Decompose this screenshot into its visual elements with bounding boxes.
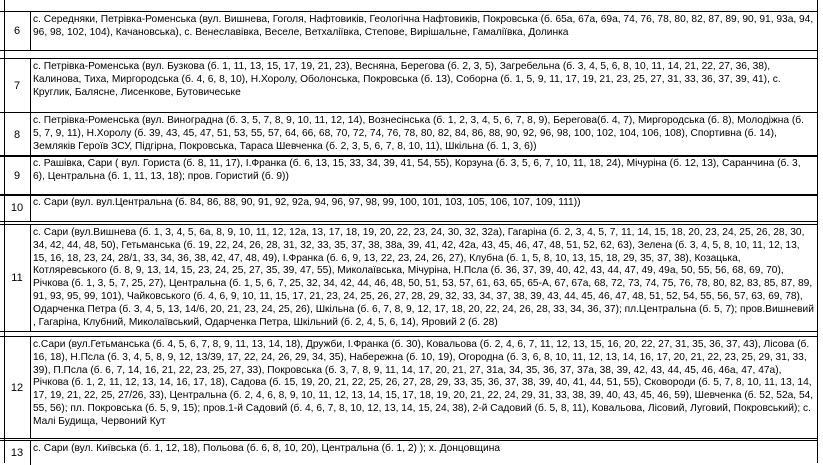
table-row <box>0 112 818 157</box>
row-number: 10 <box>4 195 31 221</box>
row-addresses: с. Рашівка, Сари ( вул. Гориста (б. 8, 11, 17), І.Франка (б. 6, 13, 15, 33, 34, 39, 41, 54, 55), Корзуна (б. 3, 5, 6, 7, 10, 11, 18, 24), Мічуріна (б. 12, 13), Саранчина (б. 3, 6), Центральна (б. 1, 11, 13, 18); пров. Гористий (б. 9)) <box>33 158 801 182</box>
row-number: 11 <box>4 225 31 331</box>
table-row <box>0 440 818 465</box>
row-addresses: с. Сари (вул. Київська (б. 1, 12, 18), Польова (б. 6, 8, 10, 20), Центральна (б. 1, 2) ); х. Донцовщина <box>33 443 501 454</box>
row-addresses: с. Петрівка-Роменська (вул. Бузкова (б. 1, 11, 13, 15, 17, 19, 21, 23), Весняна, Берегова (б. 2, 3, 5), Загребельна (б. 3, 4, 5, 6, 8, 10, 11, 14, 21, 22, 27, 36, 38), Калинова, Тиха, Миргородська (б. 4, 6, 8, 10), Н.Хоролу, Оболонська, Покровська (б. 13), Соборна (б. 1, 5, 9, 11, 17, 19, 21, 23, 25, 27, 31, 33, 36, 37, 39, 41), с. Круглик, Балясне, Лисенкове, Бутовичеське <box>33 61 781 98</box>
row-number: 8 <box>4 113 31 156</box>
row-number: 7 <box>4 59 31 112</box>
row-number: 9 <box>4 156 31 195</box>
row-addresses: с. Середняки, Петрівка-Роменська (вул. Вишнева, Гоголя, Нафтовиків, Геологічна Нафтовиків, Покровська (б. 65а, 67а, 69а, 74, 76, 78, 80, 82, 87, 89, 90, 91, 93а, 94, 96, 98, 102, 104), Качановська), с. Венеславівка, Веселе, Ветхаліївка, Степове, Вирішальне, Гамаліївка, Долинка <box>33 14 814 38</box>
row-addresses: с. Сари (вул. вул.Центральна (б. 84, 86, 88, 90, 91, 92, 92а, 94, 96, 97, 98, 99, 100, 101, 103, 105, 106, 107, 109, 111)) <box>33 197 581 208</box>
table-row <box>0 11 818 51</box>
row-addresses: с.Сари (вул.Гетьманська (б. 4, 5, 6, 7, 8, 9, 11, 13, 14, 18), Дружби, І.Франка (б. 30), Ковальова (б. 2, 4, 6, 7, 11, 12, 13, 15, 16, 20, 22, 27, 31, 35, 36, 37, 43), Лісова (б. 16, 18), Н.Псла (б. 3, 4, 5, 8, 9, 12, 13/39, 17, 22, 24, 26, 29, 34, 35), Набережна (б. 10, 19), Огородна (б. 3, 6, 8, 10, 11, 12, 13, 14, 16, 17, 20, 21, 22, 23, 25, 29, 31, 33, 39), П.Псла (б. 6, 7, 14, 16, 21, 22, 23, 25, 27, 33), Покровська (б. 3, 7, 8, 9, 11, 14, 17, 20, 21, 27, 31а, 34, 35, 36, 37, 37а, 38, 39, 42, 43, 44, 45, 46, 46а, 47, 47а), Річкова (б. 1, 2, 11, 12, 13, 14, 16, 17, 18), Садова (б. 15, 19, 20, 21, 22, 25, 26, 27, 28, 29, 33, 35, 36, 37, 38, 39, 40, 41, 44, 51, 55), Сковороди (б. 5, 7, 8, 10, 11, 13, 14, 17, 19, 21, 22, 25, 27/26, 33), Центральна (б. 2, 4, 6, 8, 9, 10, 11, 12, 13, 14, 15, 17, 18, 19, 20, 21, 22, 24, 29, 31, 33, 38, 39, 40, 43, 45, 46, 59), Шевченка (б. 52, 52а, 54, 55, 56); пл. Покровська (б. 5, 9, 15); пров.1-й Садовий (б. 4, 6, 7, 8, 10, 12, 13, 14, 15, 24, 38), 2-й Садовий (б. 5, 8, 11), Ковальова, Лісовий, Луговий, Покровський); с. Малі Будища, Червоний Кут <box>33 339 814 427</box>
table-row <box>0 194 818 222</box>
table-row <box>0 336 818 439</box>
row-number: 12 <box>4 337 31 438</box>
row-number: 6 <box>4 12 31 50</box>
row-addresses: с. Сари (вул.Вишнева (б. 1, 3, 4, 5, 6а, 8, 9, 10, 11, 12, 12а, 13, 17, 18, 19, 20, 22, 23, 24, 30, 32, 32а), Гагаріна (б. 2, 3, 4, 5, 7, 11, 14, 15, 18, 20, 23, 24, 25, 26, 28, 30, 34, 42, 44, 48, 50), Гетьманська (б. 19, 22, 24, 26, 28, 31, 32, 33, 35, 37, 38, 38а, 39, 41, 42, 42а, 43, 45, 46, 47, 48, 51, 52, 62, 63), Зелена (б. 3, 4, 5, 8, 10, 11, 12, 13, 15, 16, 18, 23, 24, 28/1, 33, 34, 36, 38, 42, 47, 48, 49), І.Франка (б. 6, 9, 13, 22, 23, 24, 26, 27), Клубна (б. 1, 5, 8, 10, 13, 15, 18, 29, 35, 37, 38), Козацька, Котляревського (б. 8, 9, 13, 14, 15, 23, 24, 25, 27, 35, 39, 47, 55), Миколаївська, Мічуріна, Н.Псла (б. 36, 37, 39, 40, 42, 43, 44, 47, 49, 49а, 50, 55, 56, 68, 69, 70), Річкова (б. 1, 3, 5, 7, 25, 27), Центральна (б. 1, 5, 6, 7, 25, 32, 34, 42, 44, 46, 48, 50, 51, 53, 57, 61, 63, 65, 65-А, 67, 67а, 68, 72, 73, 74, 75, 76, 78, 80, 82, 83, 85, 87, 89, 91, 93, 95, 99, 101), Чайковського (б. 4, 6, 9, 10, 11, 15, 17, 21, 23, 24, 25, 26, 27, 28, 29, 32, 33, 34, 37, 38, 39, 43, 44, 45, 46, 47, 48, 51, 52, 54, 55, 56, 57, 63, 69, 78), Одарченка Петра (б. 3, 4, 5, 13, 14/6, 20, 21, 23, 24, 25, 26), Шкільна (б. 6, 7, 8, 9, 12, 17, 18, 20, 22, 24, 26, 28, 33, 34, 36, 37); пл.Центральна (б. 5, 7); пров.Вишневий , Гагаріна, Клубний, Миколаївський, Одарченка Петра, Шкільний (б. 2, 4, 5, 6, 14), Яровий 2 (б. 28) <box>33 227 814 328</box>
row-number: 13 <box>4 441 31 465</box>
table-row <box>0 224 818 332</box>
table-row <box>0 58 818 113</box>
table-row <box>0 155 818 196</box>
row-addresses: с. Петрівка-Роменська (вул. Виноградна (б. 3, 5, 7, 8, 9, 10, 11, 12, 14), Вознесінська (б. 1, 2, 3, 4, 5, 6, 7, 8, 9), Берегова(б. 4, 7), Миргородська (б. 8), Молодіжна (б. 5, 7, 9, 11), Н.Хоролу (б. 39, 43, 45, 47, 51, 53, 55, 57, 64, 66, 68, 70, 72, 74, 76, 78, 80, 82, 84, 86, 88, 90, 92, 96, 98, 100, 102, 104, 106, 108), Спортивна (б. 14), Земляків Героїв ЗСУ, Підгірна, Покровська, Тараса Шевченка (б. 2, 3, 5, 6, 7, 8, 10, 11), Шкільна (б. 1, 3, 6)) <box>33 115 804 152</box>
